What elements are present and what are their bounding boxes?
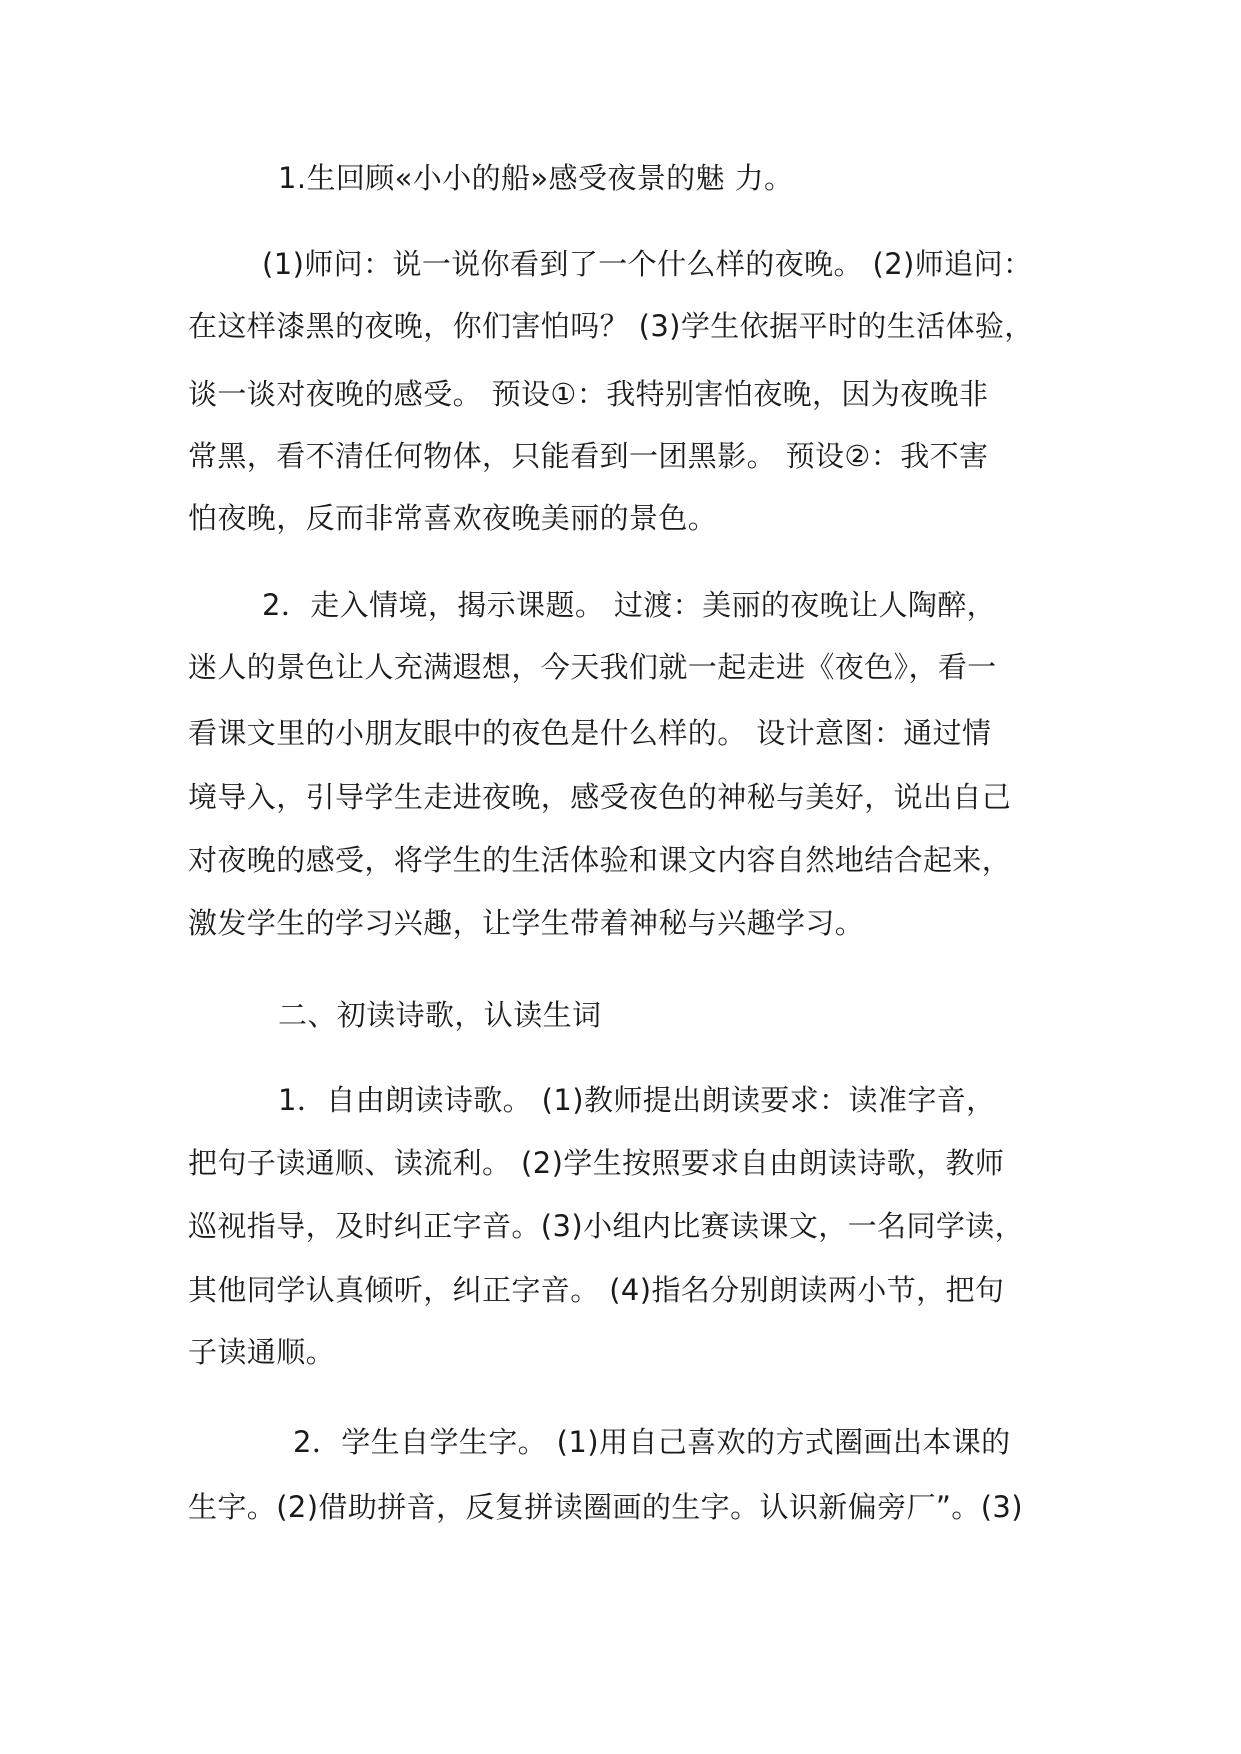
paragraph-3-line-4: 境导入，引导学生走进夜晚，感受夜色的神秘与美好，说出自己	[188, 780, 1012, 814]
paragraph-2-line-3: 谈一谈对夜晚的感受。 预设①：我特别害怕夜晚，因为夜晚非	[188, 377, 989, 411]
paragraph-3-line-5: 对夜晚的感受，将学生的生活体验和课文内容自然地结合起来，	[188, 843, 1012, 877]
paragraph-3-line-1: 2．走入情境，揭示课题。 过渡：美丽的夜晚让人陶醉，	[262, 588, 997, 622]
paragraph-2-line-1: (1)师问：说一说你看到了一个什么样的夜晚。 (2)师追问：	[262, 247, 1033, 281]
paragraph-3-line-3: 看课文里的小朋友眼中的夜色是什么样的。 设计意图：通过情	[188, 716, 992, 750]
paragraph-4-line-2: 把句子读通顺、读流利。 (2)学生按照要求自由朗读诗歌，教师	[188, 1146, 1005, 1180]
paragraph-5-line-1: 2．学生自学生字。 (1)用自己喜欢的方式圈画出本课的	[293, 1425, 1011, 1459]
paragraph-5-line-2: 生字。(2)借助拼音，反复拼读圈画的生字。认识新偏旁厂”。(3)	[188, 1490, 1023, 1524]
paragraph-3-line-6: 激发学生的学习兴趣，让学生带着神秘与兴趣学习。	[188, 906, 865, 940]
paragraph-4-line-4: 其他同学认真倾听，纠正字音。 (4)指名分别朗读两小节，把句	[188, 1273, 1005, 1307]
paragraph-4-line-1: 1．自由朗读诗歌。 (1)教师提出朗读要求：读准字音，	[278, 1083, 996, 1117]
paragraph-3-line-2: 迷人的景色让人充满遐想，今天我们就一起走进《夜色》，看一	[188, 650, 997, 684]
paragraph-2-line-2: 在这样漆黑的夜晚，你们害怕吗？ (3)学生依据平时的生活体验，	[188, 309, 1034, 343]
paragraph-4-line-5: 子读通顺。	[188, 1335, 336, 1369]
paragraph-2-line-5: 怕夜晚，反而非常喜欢夜晚美丽的景色。	[188, 501, 718, 535]
paragraph-1-line-1: 1.生回顾«小小的船»感受夜景的魅 力。	[278, 161, 794, 195]
paragraph-2-line-4: 常黑，看不清任何物体，只能看到一团黑影。 预设②：我不害	[188, 439, 989, 473]
section-heading: 二、初读诗歌，认读生词	[278, 998, 602, 1032]
paragraph-4-line-3: 巡视指导，及时纠正字音。(3)小组内比赛读课文，一名同学读，	[188, 1209, 1025, 1243]
